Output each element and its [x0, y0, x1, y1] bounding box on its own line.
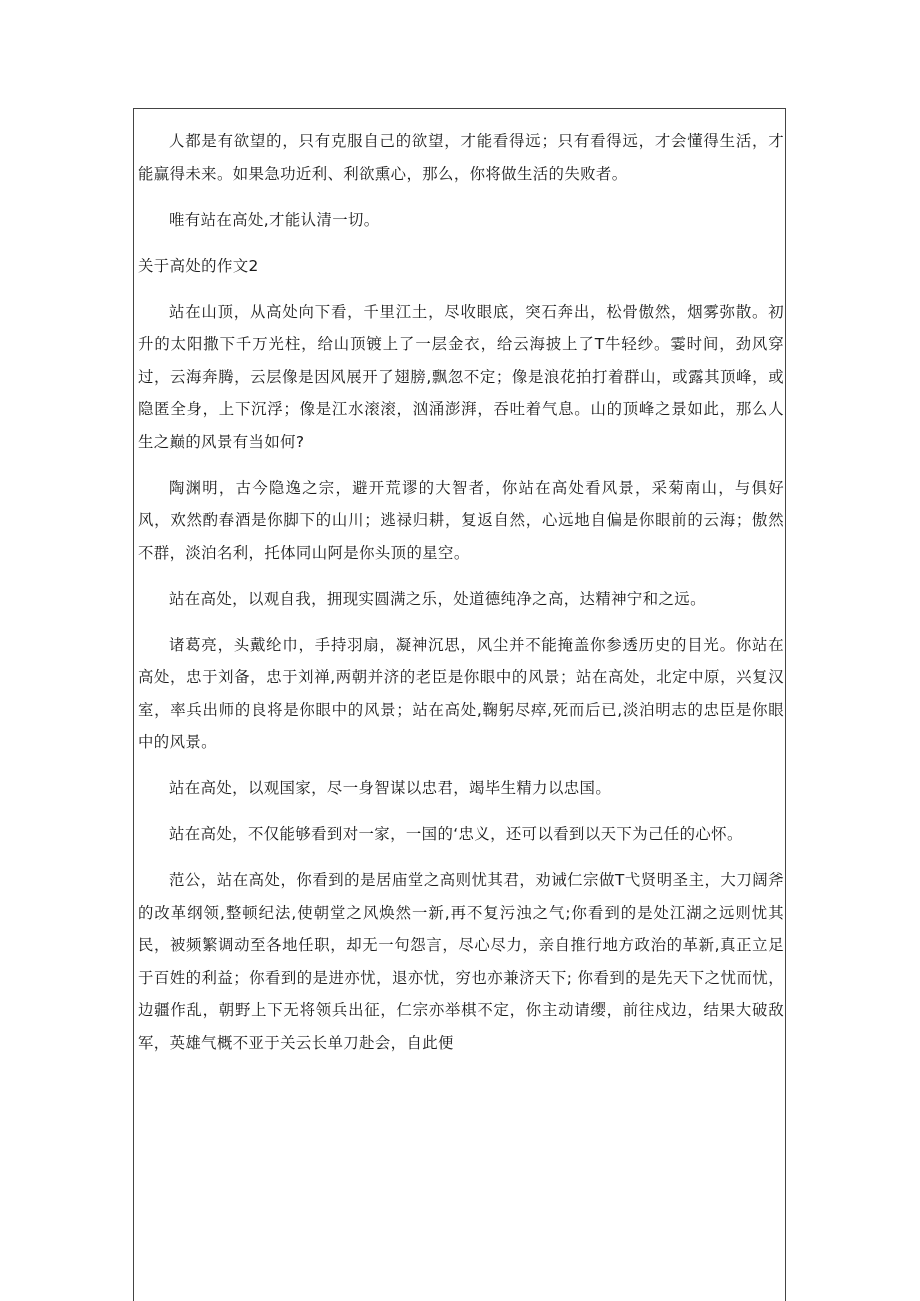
paragraph-mountain-top: 站在山顶，从高处向下看，千里江土，尽收眼底，突石奔出，松骨傲然，烟雾弥散。初升的太阳撒下千万光柱，给山顶镀上了一层金衣，给云海披上了T牛轻纱。霎时间，劲风穿过，云海奔腾，云层像是因风展开了翅膀,飘忽不定；像是浪花拍打着群山，或露其顶峰，或隐匿全身，上下沉浮；像是江水滚滚，汹涌澎湃，吞吐着气息。山的顶峰之景如此，那么人生之巅的风景有当如何? [138, 302, 784, 451]
paragraph-desire: 人都是有欲望的，只有克服自己的欲望，才能看得远；只有看得远，才会懂得生活，才能赢得未来。如果急功近利、利欲熏心，那么，你将做生活的失败者。 [138, 132, 784, 183]
paragraph-observe-nation: 站在高处，以观国家，尽一身智谋以忠君，竭毕生精力以忠国。 [169, 779, 612, 797]
paragraph-observe-self: 站在高处，以观自我，拥现实圆满之乐，处道德纯净之高，达精神宁和之远。 [169, 589, 706, 608]
paragraph-tao-yuanming: 陶渊明，古今隐逸之宗，避开荒谬的大智者，你站在高处看风景，采菊南山，与俱好风，欢然酌春酒是你脚下的山川；逃禄归耕，复返自然，心远地自偏是你眼前的云海；傲然不群，淡泊名利，托体同山阿是你头顶的星空。 [138, 478, 784, 562]
document-page-frame [133, 108, 786, 1301]
essay-heading: 关于高处的作文2 [138, 256, 259, 275]
paragraph-loyalty: 站在高处，不仅能够看到对一家，一国的‘忠义，还可以看到以天下为己任的心怀。 [169, 825, 743, 843]
document-body [138, 125, 784, 1059]
paragraph-standing-high: 唯有站在高处,才能认清一切。 [169, 210, 380, 229]
paragraph-zhuge-liang: 诸葛亮，头戴纶巾，手持羽扇，凝神沉思，风尘并不能掩盖你参透历史的目光。你站在高处，忠于刘备，忠于刘禅,两朝并济的老臣是你眼中的风景；站在高处，北定中原，兴复汉室，率兵出师的良将是你眼中的风景；站在高处,鞠躬尽瘁,死而后已,淡泊明志的忠臣是你眼中的风景。 [138, 635, 784, 751]
paragraph-fan-gong: 范公，站在高处，你看到的是居庙堂之高则忧其君，劝诫仁宗做T弋贤明圣主，大刀阔斧的改革纲领,整顿纪法,使朝堂之风焕然一新,再不复污浊之气;你看到的是处江湖之远则忧其民，被频繁调动至各地任职，却无一句怨言，尽心尽力，亲自推行地方政治的革新,真正立足于百姓的利益；你看到的是进亦忧，退亦忧，穷也亦兼济天下; 你看到的是先天下之忧而忧，边疆作乱，朝野上下无将领兵出征，仁宗亦举棋不定，你主动请缨，前往戍边，结果大破敌军，英雄气概不亚于关云长单刀赴会，自此便 [138, 871, 784, 1052]
